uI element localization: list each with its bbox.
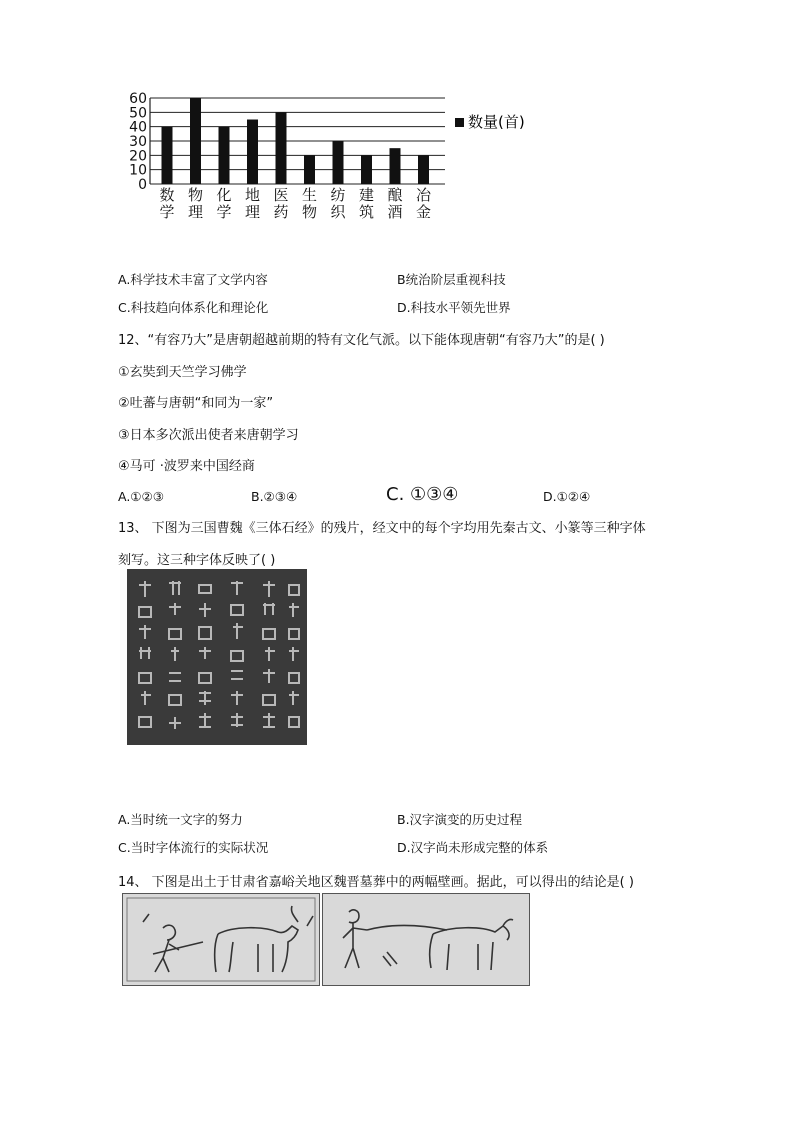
mural-plowing-image-left <box>122 893 320 986</box>
x-tick-label: 生 <box>301 186 318 204</box>
stone-classics-rubbing-image <box>127 569 307 745</box>
bar-酿酒 <box>390 148 401 184</box>
x-tick-label: 医 <box>273 186 289 204</box>
bar-化学 <box>219 127 230 184</box>
x-tick-label: 冶 <box>415 186 432 204</box>
q13-stem-line2: 刻写。这三种字体反映了( ) <box>118 553 276 568</box>
poem-count-bar-chart <box>100 90 550 230</box>
bar-纺织 <box>333 141 344 184</box>
y-tick-label: 10 <box>129 162 147 179</box>
x-tick-label: 金 <box>415 203 432 221</box>
legend-swatch <box>455 118 464 127</box>
q12-item-1: ①玄奘到天竺学习佛学 <box>118 365 247 380</box>
q12-option-c: C. ①③④ <box>386 484 459 505</box>
q13-stem-line1: 13、 下图为三国曹魏《三体石经》的残片，经文中的每个字均用先秦古文、小篆等三种字体 <box>118 521 646 536</box>
x-tick-label: 建 <box>358 186 375 204</box>
y-tick-label: 50 <box>129 105 147 122</box>
mural-ox-image-right <box>322 893 530 986</box>
bar-冶金 <box>418 155 429 184</box>
q12-stem: 12、“有容乃大”是唐朝超越前期的特有文化气派。以下能体现唐朝“有容乃大”的是( ) <box>118 333 605 348</box>
q11-option-d: D.科技水平领先世界 <box>397 300 511 315</box>
x-tick-label: 理 <box>187 203 204 221</box>
x-tick-label: 筑 <box>358 203 375 221</box>
y-tick-label: 20 <box>129 148 147 165</box>
legend-label: 数量(首) <box>468 113 525 131</box>
x-tick-label: 酿 <box>387 186 403 204</box>
bar-物理 <box>190 98 201 184</box>
y-tick-label: 30 <box>129 134 147 150</box>
x-tick-label: 学 <box>159 203 175 221</box>
q14-stem: 14、 下图是出土于甘肃省嘉峪关地区魏晋墓葬中的两幅壁画。据此，可以得出的结论是( ) <box>118 875 634 890</box>
x-tick-label: 物 <box>301 203 318 221</box>
y-tick-label: 60 <box>129 91 147 107</box>
q13-option-c: C.当时字体流行的实际状况 <box>118 840 269 855</box>
x-tick-label: 化 <box>216 186 232 204</box>
bar-地理 <box>247 120 258 185</box>
bar-建筑 <box>361 155 372 184</box>
q13-option-b: B.汉字演变的历史过程 <box>397 812 523 827</box>
q11-option-c: C.科技趋向体系化和理论化 <box>118 300 269 315</box>
bar-数学 <box>162 127 173 184</box>
q11-option-b: B统治阶层重视科技 <box>397 272 506 287</box>
q11-option-a: A.科学技术丰富了文学内容 <box>118 272 268 287</box>
q13-option-d: D.汉字尚未形成完整的体系 <box>397 840 549 855</box>
y-tick-label: 0 <box>138 177 147 193</box>
q12-option-a: A.①②③ <box>118 489 164 504</box>
x-tick-label: 药 <box>273 203 289 221</box>
q13-option-a: A.当时统一文字的努力 <box>118 812 243 827</box>
q12-item-2: ②吐蕃与唐朝“和同为一家” <box>118 396 274 411</box>
bar-医药 <box>276 112 287 184</box>
y-tick-label: 40 <box>129 119 147 136</box>
x-tick-label: 织 <box>330 203 346 221</box>
x-tick-label: 理 <box>244 203 261 221</box>
x-tick-label: 数 <box>159 186 175 204</box>
q12-item-4: ④马可 ·波罗来中国经商 <box>118 459 255 474</box>
x-tick-label: 纺 <box>330 186 346 204</box>
x-tick-label: 酒 <box>387 203 403 221</box>
bar-生物 <box>304 155 315 184</box>
q12-option-d: D.①②④ <box>543 489 591 504</box>
x-tick-label: 学 <box>216 203 232 221</box>
x-tick-label: 物 <box>187 186 204 204</box>
x-tick-label: 地 <box>244 186 261 204</box>
q12-option-b: B.②③④ <box>251 489 298 504</box>
q12-item-3: ③日本多次派出使者来唐朝学习 <box>118 428 299 443</box>
